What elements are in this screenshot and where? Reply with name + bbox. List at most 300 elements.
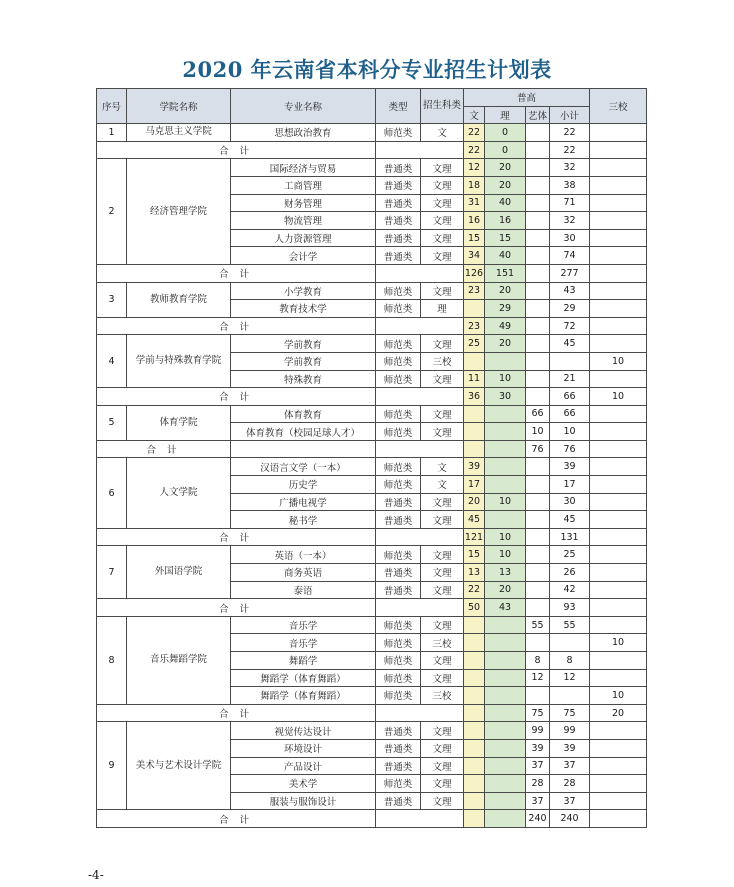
total-row	[97, 810, 647, 828]
total-subtotal: 66	[550, 388, 590, 406]
count-wen: 34	[464, 247, 485, 265]
count-subtotal: 43	[550, 282, 590, 300]
major-name: 美术学	[231, 775, 376, 793]
count-sanxiao: 10	[590, 687, 647, 705]
count-subtotal: 42	[550, 581, 590, 599]
college-name: 体育学院	[127, 405, 231, 440]
table-row	[97, 616, 647, 634]
page-number: -4-	[88, 868, 104, 882]
major-type: 师范类	[376, 370, 421, 388]
major-type: 师范类	[376, 423, 421, 441]
major-type: 师范类	[376, 476, 421, 494]
major-name: 体育教育（校园足球人才）	[231, 423, 376, 441]
total-row	[97, 388, 647, 406]
college-name: 学前与特殊教育学院	[127, 335, 231, 388]
header-arts: 艺体	[526, 106, 550, 124]
count-li: 10	[485, 370, 526, 388]
category: 文理	[421, 775, 464, 793]
total-label: 合 计	[97, 810, 376, 828]
count-li: 20	[485, 159, 526, 177]
count-sanxiao	[590, 757, 647, 775]
count-subtotal: 17	[550, 476, 590, 494]
count-sanxiao	[590, 775, 647, 793]
count-wen: 45	[464, 511, 485, 529]
total-sanxiao	[590, 317, 647, 335]
count-wen: 11	[464, 370, 485, 388]
count-arts	[526, 300, 550, 318]
total-wen: 50	[464, 599, 485, 617]
header-sanxiao: 三校	[590, 89, 647, 124]
count-wen	[464, 792, 485, 810]
category: 三校	[421, 687, 464, 705]
major-name: 服装与服饰设计	[231, 792, 376, 810]
total-sanxiao: 10	[590, 388, 647, 406]
count-arts	[526, 581, 550, 599]
count-sanxiao	[590, 247, 647, 265]
count-li: 10	[485, 546, 526, 564]
count-wen: 25	[464, 335, 485, 353]
major-type: 师范类	[376, 687, 421, 705]
major-name: 泰语	[231, 581, 376, 599]
major-name: 汉语言文学（一本）	[231, 458, 376, 476]
major-type: 普通类	[376, 493, 421, 511]
count-subtotal: 21	[550, 370, 590, 388]
major-name: 体育教育	[231, 405, 376, 423]
major-name: 小学教育	[231, 282, 376, 300]
count-subtotal: 30	[550, 229, 590, 247]
major-type: 师范类	[376, 282, 421, 300]
count-sanxiao	[590, 370, 647, 388]
total-subtotal: 72	[550, 317, 590, 335]
count-subtotal: 32	[550, 212, 590, 230]
count-li	[485, 757, 526, 775]
count-sanxiao: 10	[590, 352, 647, 370]
count-subtotal: 71	[550, 194, 590, 212]
total-li	[485, 810, 526, 828]
major-name: 学前教育	[231, 335, 376, 353]
count-wen	[464, 405, 485, 423]
count-subtotal: 10	[550, 423, 590, 441]
major-name: 音乐学	[231, 634, 376, 652]
total-blank	[231, 440, 376, 458]
major-name: 国际经济与贸易	[231, 159, 376, 177]
count-wen	[464, 423, 485, 441]
count-sanxiao	[590, 616, 647, 634]
total-blank	[376, 141, 464, 159]
count-li	[485, 792, 526, 810]
category: 文理	[421, 247, 464, 265]
count-arts: 8	[526, 652, 550, 670]
count-sanxiao	[590, 546, 647, 564]
table-row	[97, 159, 647, 177]
major-type: 师范类	[376, 652, 421, 670]
enrollment-plan-table	[96, 88, 647, 828]
count-arts	[526, 687, 550, 705]
major-name: 会计学	[231, 247, 376, 265]
count-arts	[526, 212, 550, 230]
category: 文	[421, 458, 464, 476]
header-category: 招生科类	[421, 89, 464, 124]
count-wen: 15	[464, 229, 485, 247]
count-sanxiao	[590, 229, 647, 247]
count-li: 20	[485, 335, 526, 353]
count-subtotal	[550, 634, 590, 652]
count-wen	[464, 739, 485, 757]
table-row	[97, 124, 647, 142]
count-subtotal: 38	[550, 176, 590, 194]
total-label: 合 计	[97, 528, 376, 546]
count-subtotal: 45	[550, 511, 590, 529]
major-type: 普通类	[376, 229, 421, 247]
header-no: 序号	[97, 89, 127, 124]
count-subtotal: 37	[550, 757, 590, 775]
count-li	[485, 352, 526, 370]
count-sanxiao	[590, 405, 647, 423]
row-no: 4	[97, 335, 127, 388]
total-row	[97, 599, 647, 617]
count-sanxiao	[590, 176, 647, 194]
table-row	[97, 722, 647, 740]
count-arts: 55	[526, 616, 550, 634]
major-type: 师范类	[376, 124, 421, 142]
row-no: 5	[97, 405, 127, 440]
total-blank	[376, 388, 464, 406]
major-type: 师范类	[376, 669, 421, 687]
count-arts	[526, 546, 550, 564]
count-li: 15	[485, 229, 526, 247]
total-label: 合 计	[97, 704, 376, 722]
category: 文	[421, 476, 464, 494]
table-body	[97, 124, 647, 828]
category: 文理	[421, 581, 464, 599]
count-wen	[464, 352, 485, 370]
count-arts	[526, 282, 550, 300]
count-subtotal	[550, 352, 590, 370]
total-blank	[376, 528, 464, 546]
count-wen: 17	[464, 476, 485, 494]
major-type: 普通类	[376, 159, 421, 177]
category: 文理	[421, 493, 464, 511]
category: 三校	[421, 634, 464, 652]
count-sanxiao	[590, 423, 647, 441]
major-name: 历史学	[231, 476, 376, 494]
table-row	[97, 335, 647, 353]
count-wen: 16	[464, 212, 485, 230]
category: 文理	[421, 423, 464, 441]
major-name: 舞蹈学	[231, 652, 376, 670]
total-arts: 75	[526, 704, 550, 722]
category: 文理	[421, 564, 464, 582]
count-sanxiao	[590, 212, 647, 230]
total-subtotal: 240	[550, 810, 590, 828]
count-wen: 15	[464, 546, 485, 564]
count-arts	[526, 335, 550, 353]
category: 文理	[421, 669, 464, 687]
count-arts: 10	[526, 423, 550, 441]
count-arts: 39	[526, 739, 550, 757]
count-subtotal: 8	[550, 652, 590, 670]
count-sanxiao	[590, 652, 647, 670]
total-arts	[526, 141, 550, 159]
row-no: 2	[97, 159, 127, 265]
total-wen: 126	[464, 264, 485, 282]
major-name: 产品设计	[231, 757, 376, 775]
total-label: 合 计	[97, 317, 376, 335]
college-name: 美术与艺术设计学院	[127, 722, 231, 810]
total-li: 0	[485, 141, 526, 159]
count-wen: 12	[464, 159, 485, 177]
total-wen	[464, 704, 485, 722]
count-subtotal	[550, 687, 590, 705]
major-type: 普通类	[376, 194, 421, 212]
count-wen: 39	[464, 458, 485, 476]
category: 文理	[421, 159, 464, 177]
total-blank	[376, 317, 464, 335]
count-arts	[526, 247, 550, 265]
college-name: 音乐舞蹈学院	[127, 616, 231, 704]
count-li	[485, 775, 526, 793]
count-li	[485, 476, 526, 494]
major-name: 环境设计	[231, 739, 376, 757]
total-row	[97, 317, 647, 335]
count-subtotal: 25	[550, 546, 590, 564]
count-subtotal: 28	[550, 775, 590, 793]
total-wen	[464, 440, 485, 458]
college-name: 人文学院	[127, 458, 231, 528]
count-wen	[464, 687, 485, 705]
count-sanxiao	[590, 282, 647, 300]
count-li: 20	[485, 581, 526, 599]
count-arts: 28	[526, 775, 550, 793]
college-name: 经济管理学院	[127, 159, 231, 265]
count-subtotal: 74	[550, 247, 590, 265]
count-li	[485, 652, 526, 670]
count-wen	[464, 634, 485, 652]
total-sanxiao	[590, 528, 647, 546]
category: 文理	[421, 722, 464, 740]
major-type: 普通类	[376, 247, 421, 265]
total-arts	[526, 599, 550, 617]
count-arts: 37	[526, 757, 550, 775]
count-subtotal: 30	[550, 493, 590, 511]
major-type: 师范类	[376, 616, 421, 634]
table-header	[97, 89, 647, 124]
total-label: 合 计	[97, 264, 376, 282]
total-wen: 121	[464, 528, 485, 546]
major-name: 财务管理	[231, 194, 376, 212]
count-subtotal: 37	[550, 792, 590, 810]
total-row	[97, 528, 647, 546]
count-arts: 99	[526, 722, 550, 740]
major-type: 师范类	[376, 634, 421, 652]
major-type: 师范类	[376, 458, 421, 476]
major-type: 普通类	[376, 722, 421, 740]
total-blank	[376, 810, 464, 828]
count-sanxiao	[590, 335, 647, 353]
total-subtotal: 131	[550, 528, 590, 546]
major-name: 学前教育	[231, 352, 376, 370]
total-wen: 22	[464, 141, 485, 159]
count-sanxiao	[590, 124, 647, 142]
count-li	[485, 511, 526, 529]
count-sanxiao	[590, 722, 647, 740]
major-type: 普通类	[376, 176, 421, 194]
count-arts	[526, 564, 550, 582]
count-li	[485, 405, 526, 423]
total-wen	[464, 810, 485, 828]
count-sanxiao	[590, 194, 647, 212]
count-subtotal: 26	[550, 564, 590, 582]
header-college: 学院名称	[127, 89, 231, 124]
total-sanxiao	[590, 440, 647, 458]
count-arts	[526, 124, 550, 142]
total-li: 43	[485, 599, 526, 617]
count-arts	[526, 458, 550, 476]
total-arts	[526, 388, 550, 406]
count-sanxiao	[590, 476, 647, 494]
category: 文理	[421, 616, 464, 634]
major-name: 商务英语	[231, 564, 376, 582]
category: 文理	[421, 757, 464, 775]
row-no: 7	[97, 546, 127, 599]
count-li: 0	[485, 124, 526, 142]
count-li: 10	[485, 493, 526, 511]
count-wen	[464, 652, 485, 670]
category: 文理	[421, 229, 464, 247]
count-arts	[526, 370, 550, 388]
category: 文理	[421, 282, 464, 300]
major-name: 工商管理	[231, 176, 376, 194]
total-label: 合 计	[97, 440, 231, 458]
category: 文理	[421, 739, 464, 757]
total-row	[97, 704, 647, 722]
count-arts: 37	[526, 792, 550, 810]
count-li: 40	[485, 194, 526, 212]
count-sanxiao	[590, 493, 647, 511]
count-wen	[464, 757, 485, 775]
major-type: 普通类	[376, 212, 421, 230]
major-type: 师范类	[376, 546, 421, 564]
major-name: 广播电视学	[231, 493, 376, 511]
count-wen	[464, 669, 485, 687]
table-row	[97, 405, 647, 423]
count-subtotal: 29	[550, 300, 590, 318]
count-subtotal: 55	[550, 616, 590, 634]
count-arts	[526, 476, 550, 494]
total-label: 合 计	[97, 388, 376, 406]
total-row	[97, 440, 647, 458]
count-sanxiao	[590, 458, 647, 476]
count-sanxiao	[590, 669, 647, 687]
count-arts	[526, 194, 550, 212]
major-type: 师范类	[376, 775, 421, 793]
category: 文理	[421, 652, 464, 670]
major-name: 音乐学	[231, 616, 376, 634]
count-li: 40	[485, 247, 526, 265]
total-arts: 76	[526, 440, 550, 458]
count-arts	[526, 159, 550, 177]
count-subtotal: 99	[550, 722, 590, 740]
total-arts	[526, 317, 550, 335]
total-li	[485, 440, 526, 458]
major-type: 普通类	[376, 792, 421, 810]
count-wen	[464, 775, 485, 793]
count-wen: 31	[464, 194, 485, 212]
total-sanxiao	[590, 264, 647, 282]
major-type: 师范类	[376, 335, 421, 353]
total-arts	[526, 528, 550, 546]
major-name: 物流管理	[231, 212, 376, 230]
row-no: 6	[97, 458, 127, 528]
total-wen: 36	[464, 388, 485, 406]
count-sanxiao	[590, 564, 647, 582]
count-li	[485, 458, 526, 476]
count-sanxiao	[590, 792, 647, 810]
major-type: 师范类	[376, 300, 421, 318]
category: 文理	[421, 176, 464, 194]
category: 文理	[421, 792, 464, 810]
total-label: 合 计	[97, 599, 376, 617]
count-li	[485, 687, 526, 705]
count-arts	[526, 511, 550, 529]
header-major: 专业名称	[231, 89, 376, 124]
count-wen: 22	[464, 581, 485, 599]
count-li: 16	[485, 212, 526, 230]
count-li	[485, 739, 526, 757]
count-wen: 23	[464, 282, 485, 300]
header-li: 理	[485, 106, 526, 124]
count-arts	[526, 493, 550, 511]
total-blank	[376, 264, 464, 282]
major-type: 师范类	[376, 405, 421, 423]
table-row	[97, 282, 647, 300]
header-subtotal: 小计	[550, 106, 590, 124]
table-row	[97, 458, 647, 476]
count-arts: 66	[526, 405, 550, 423]
total-blank	[376, 704, 464, 722]
college-name: 外国语学院	[127, 546, 231, 599]
category: 文理	[421, 546, 464, 564]
total-li: 30	[485, 388, 526, 406]
category: 文理	[421, 370, 464, 388]
category: 文理	[421, 194, 464, 212]
major-name: 特殊教育	[231, 370, 376, 388]
total-row	[97, 141, 647, 159]
count-arts	[526, 176, 550, 194]
count-sanxiao	[590, 300, 647, 318]
count-arts: 12	[526, 669, 550, 687]
total-sanxiao	[590, 141, 647, 159]
total-sanxiao	[590, 810, 647, 828]
major-type: 普通类	[376, 739, 421, 757]
header-wen: 文	[464, 106, 485, 124]
row-no: 3	[97, 282, 127, 317]
total-li	[485, 704, 526, 722]
category: 理	[421, 300, 464, 318]
header-type: 类型	[376, 89, 421, 124]
total-subtotal: 93	[550, 599, 590, 617]
major-name: 舞蹈学（体育舞蹈）	[231, 669, 376, 687]
category: 三校	[421, 352, 464, 370]
total-subtotal: 75	[550, 704, 590, 722]
total-blank	[376, 599, 464, 617]
count-arts	[526, 352, 550, 370]
count-subtotal: 12	[550, 669, 590, 687]
count-li: 20	[485, 176, 526, 194]
category: 文	[421, 124, 464, 142]
count-wen	[464, 616, 485, 634]
total-subtotal: 76	[550, 440, 590, 458]
